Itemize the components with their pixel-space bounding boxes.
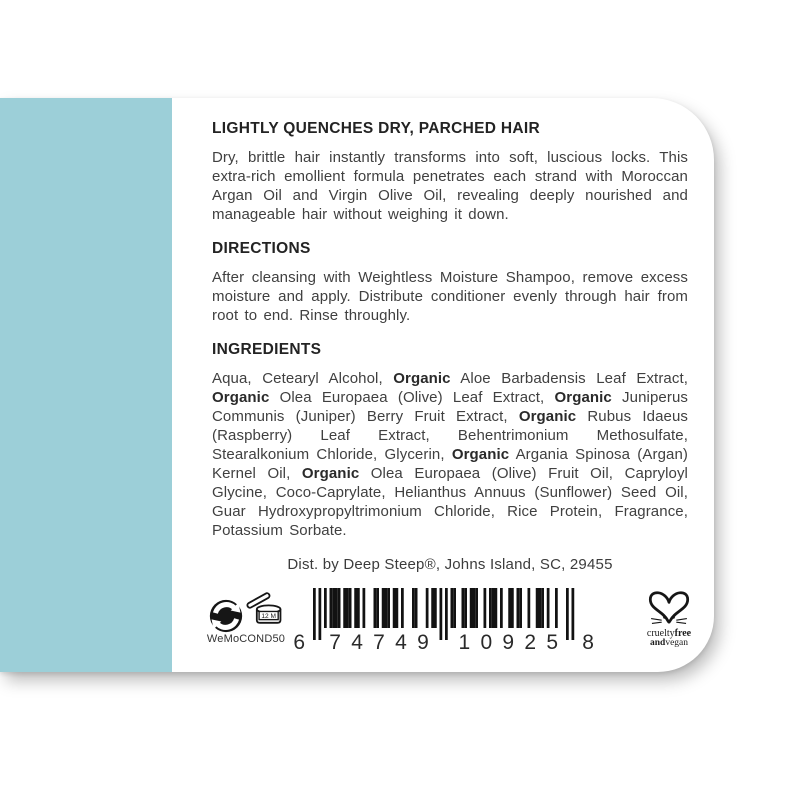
pao-duration-label: 12 M: [261, 613, 276, 621]
svg-text:10925: 10925: [458, 631, 558, 652]
period-after-opening-jar-icon: [245, 590, 285, 632]
ingredients-body: Aqua, Cetearyl Alcohol, Organic Aloe Barbadensis Leaf Extract, Organic Olea Europaea (Olive) Leaf Extract, Organic Juniperus Communis (Juniper) Berry Fruit Extract, Organic Rubus Idaeus (Raspberry) Leaf Extract, Behentrimonium Methosulfate, Stearalkonium Chloride, Glycerin, Organic Argania Spinosa (Argan) Kernel Oil, Organic Olea Europaea (Olive) Fruit Oil, Capryloyl Glycine, Coco-Caprylate, Helianthus Annuus (Sunflower) Seed Oil, Guar Hydroxypropyltrimonium Chloride, Rice Protein, Fragrance, Potassium Sorbate.: [212, 370, 689, 539]
cruelty-free-bunny-icon: [643, 586, 695, 630]
benefit-section: [212, 120, 688, 224]
benefit-body: Dry, brittle hair instantly transforms into soft, luscious locks. This extra-rich emollient formula penetrates each strand with Moroccan Argan Oil and Virgin Olive Oil, revealing deeply nourished and manageable hair without weighing it down.: [212, 149, 688, 223]
svg-text:8: 8: [582, 631, 594, 652]
svg-text:6: 6: [293, 631, 305, 652]
ingredients-heading: INGREDIENTS: [212, 341, 322, 358]
cruelty-free-label: crueltyfree: [646, 628, 692, 639]
ingredients-section: [212, 341, 688, 540]
product-code: WeMoCOND50: [206, 633, 286, 645]
bottle-front-accent-strip: [0, 98, 172, 672]
distributor-line: Dist. by Deep Steep®, Johns Island, SC, 29455: [287, 556, 613, 573]
cruelty-free-vegan-mark: [636, 586, 702, 647]
upc-barcode: [289, 588, 605, 652]
directions-heading: DIRECTIONS: [212, 240, 311, 257]
green-dot-recycle-icon: [209, 599, 243, 633]
vegan-label: andvegan: [649, 637, 688, 648]
svg-text:74749: 74749: [329, 631, 429, 652]
label-panel: [0, 98, 714, 672]
benefit-heading: LIGHTLY QUENCHES DRY, PARCHED HAIR: [212, 120, 540, 137]
directions-section: [212, 240, 688, 325]
label-text-column: [212, 120, 688, 556]
directions-body: After cleansing with Weightless Moisture Shampoo, remove excess moisture and apply. Distribute conditioner evenly through hair from root to end. Rinse throughly.: [212, 269, 688, 324]
